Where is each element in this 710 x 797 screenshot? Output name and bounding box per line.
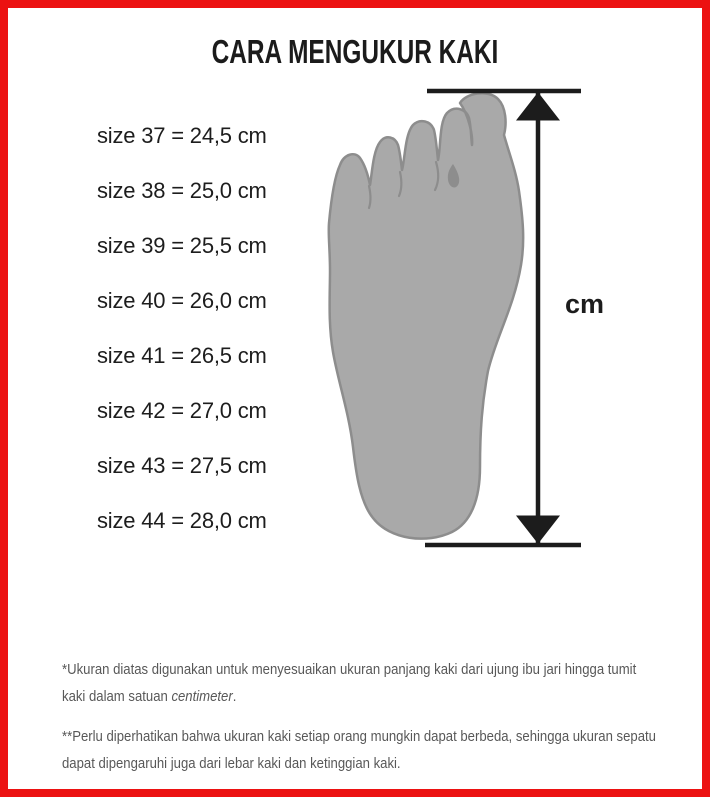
page-title: CARA MENGUKUR KAKI — [211, 33, 499, 70]
size-row — [97, 108, 267, 163]
size-row-text: size 42 = 27,0 cm — [97, 398, 267, 423]
size-row — [97, 328, 267, 383]
size-row-text: size 39 = 25,5 cm — [97, 233, 267, 258]
size-row — [97, 163, 267, 218]
size-row-text: size 40 = 26,0 cm — [97, 288, 267, 313]
size-row-text: size 41 = 26,5 cm — [97, 343, 267, 368]
size-row-text: size 37 = 24,5 cm — [97, 123, 267, 148]
footnote-variance — [62, 723, 710, 777]
foot-silhouette-icon — [329, 93, 523, 538]
unit-label: cm — [565, 289, 605, 319]
size-row — [97, 493, 267, 548]
size-row — [97, 218, 267, 273]
footnote-line: dapat dipengaruhi juga dari lebar kaki dan ketinggian kaki. — [62, 755, 401, 772]
size-row — [97, 383, 267, 438]
size-row-text: size 43 = 27,5 cm — [97, 453, 267, 478]
arrow-head-up-icon — [517, 93, 559, 120]
size-row — [97, 438, 267, 493]
arrow-head-down-icon — [517, 516, 559, 543]
footnote-line: kaki dalam satuan centimeter. — [62, 688, 237, 705]
size-conversion-list — [97, 108, 267, 548]
size-row-text: size 44 = 28,0 cm — [97, 508, 267, 533]
footnote-line: **Perlu diperhatikan bahwa ukuran kaki setiap orang mungkin dapat berbeda, sehingga ukuran sepatu — [62, 728, 656, 745]
footnotes — [62, 656, 710, 790]
foot-measurement-figure — [295, 80, 625, 560]
italic-word: centimeter — [171, 688, 233, 705]
footnote-measurement — [62, 656, 710, 710]
size-row — [97, 273, 267, 328]
footnote-line: *Ukuran diatas digunakan untuk menyesuaikan ukuran panjang kaki dari ujung ibu jari hingga tumit — [62, 661, 637, 678]
size-row-text: size 38 = 25,0 cm — [97, 178, 267, 203]
